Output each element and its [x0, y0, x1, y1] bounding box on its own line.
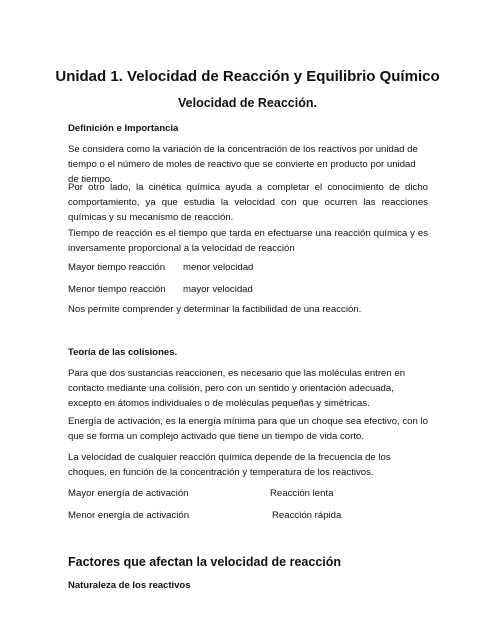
- row-1-left: Mayor tiempo reacción: [68, 262, 166, 273]
- row-2-left: Menor tiempo reacción: [68, 284, 166, 295]
- heading-colisiones: Teoría de las colisiones.: [68, 347, 178, 358]
- document-subtitle: Velocidad de Reacción.: [178, 96, 317, 110]
- paragraph-colisiones-2: Energía de activación, es la energía mínima para que un choque sea efectivo, con lo que se forma un complejo activado que tiene un tiempo de vida corto.: [68, 416, 428, 442]
- row-3-left: Mayor energía de activación: [68, 488, 189, 499]
- row-3-right: Reacción lenta: [270, 488, 334, 499]
- row-4-right: Reacción rápida: [272, 510, 342, 521]
- subheading-naturaleza: Naturaleza de los reactivos: [68, 580, 191, 591]
- row-2-right: mayor velocidad: [183, 284, 253, 295]
- paragraph-definicion-1: Se considera como la variación de la concentración de los reactivos por unidad de tiempo o el número de moles de reactivo que se convierte en producto por unidad de tiempo.: [68, 144, 418, 185]
- heading-definicion: Definición e Importancia: [68, 123, 179, 134]
- row-1-right: menor velocidad: [183, 262, 254, 273]
- paragraph-definicion-2: Por otro lado, la cinética química ayuda a completar el conocimiento de dicho comportamiento, ya que estudia la velocidad con que ocurren las reacciones químicas y su mecanismo de reacción.: [68, 182, 428, 223]
- paragraph-colisiones-1: Para que dos sustancias reaccionen, es necesario que las moléculas entren en contacto mediante una colisión, pero con un sentido y orientación adecuada, excepto en átomos individuales o de moléculas pequeñas y simétricas.: [68, 368, 406, 409]
- paragraph-definicion-3: Tiempo de reacción es el tiempo que tarda en efectuarse una reacción química y es inversamente proporcional a la velocidad de reacción: [68, 228, 428, 254]
- row-4-left: Menor energía de activación: [68, 510, 190, 521]
- paragraph-colisiones-3: La velocidad de cualquier reacción química depende de la frecuencia de los choques, en función de la concentración y temperatura de los reactivos.: [68, 452, 391, 478]
- paragraph-definicion-4: Nos permite comprender y determinar la factibilidad de una reacción.: [68, 304, 362, 315]
- heading-factores: Factores que afectan la velocidad de reacción: [68, 555, 342, 569]
- document-title: Unidad 1. Velocidad de Reacción y Equilibrio Químico: [55, 68, 440, 85]
